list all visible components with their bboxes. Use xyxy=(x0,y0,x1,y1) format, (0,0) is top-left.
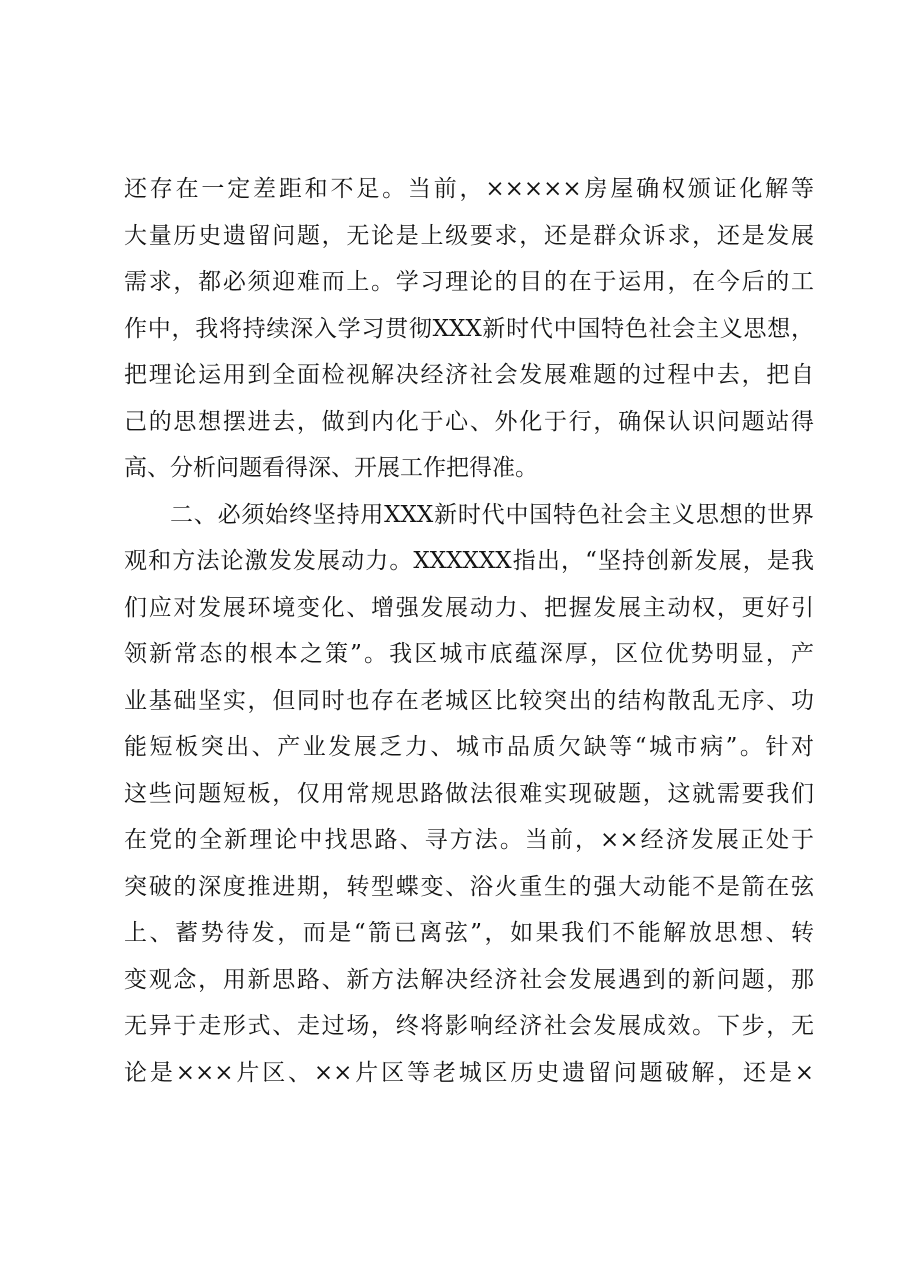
text-line: 能短板突出、产业发展乏力、城市品质欠缺等“城市病”。针对 xyxy=(124,734,814,760)
text-line: 无异于走形式、走过场，终将影响经济社会发展成效。下步，无 xyxy=(124,1013,814,1039)
text-line: 这些问题短板，仅用常规思路做法很难实现破题，这就需要我们 xyxy=(124,780,814,807)
text-line: 上、蓄势待发，而是“箭已离弦”，如果我们不能解放思想、转 xyxy=(124,920,814,946)
text-line: 把理论运用到全面检视解决经济社会发展难题的过程中去，把自 xyxy=(124,362,814,388)
text-line: 还存在一定差距和不足。当前，×××××房屋确权颁证化解等 xyxy=(124,176,814,202)
text-line: 观和方法论激发发展动力。XXXXXX指出，“坚持创新发展，是我 xyxy=(124,548,814,574)
text-line: 作中，我将持续深入学习贯彻XXX新时代中国特色社会主义思想， xyxy=(124,315,814,342)
text-line: 论是×××片区、××片区等老城区历史遗留问题破解，还是× xyxy=(124,1059,814,1086)
text-line: 大量历史遗留问题，无论是上级要求，还是群众诉求，还是发展 xyxy=(124,222,814,249)
paragraph-1 xyxy=(124,166,814,492)
paragraph-2 xyxy=(124,492,814,1143)
text-line: 们应对发展环境变化、增强发展动力、把握发展主动权，更好引 xyxy=(124,594,814,621)
text-line: 高、分析问题看得深、开展工作把得准。 xyxy=(124,455,538,481)
text-line: 己的思想摆进去，做到内化于心、外化于行，确保认识问题站得 xyxy=(124,408,814,435)
text-line xyxy=(124,1096,814,1143)
text-line: 在党的全新理论中找思路、寻方法。当前，××经济发展正处于 xyxy=(124,827,814,853)
text-line: 需求，都必须迎难而上。学习理论的目的在于运用，在今后的工 xyxy=(124,269,814,295)
text-line: 变观念，用新思路、新方法解决经济社会发展遇到的新问题，那 xyxy=(124,966,814,993)
text-line: 业基础坚实，但同时也存在老城区比较突出的结构散乱无序、功 xyxy=(124,687,814,714)
body-text xyxy=(124,166,814,1143)
text-line: 二、必须始终坚持用XXX新时代中国特色社会主义思想的世界 xyxy=(170,501,814,528)
text-line: 突破的深度推进期，转型蝶变、浴火重生的强大动能不是箭在弦 xyxy=(124,873,814,900)
text-line: 领新常态的根本之策”。我区城市底蕴深厚，区位优势明显，产 xyxy=(124,641,814,667)
